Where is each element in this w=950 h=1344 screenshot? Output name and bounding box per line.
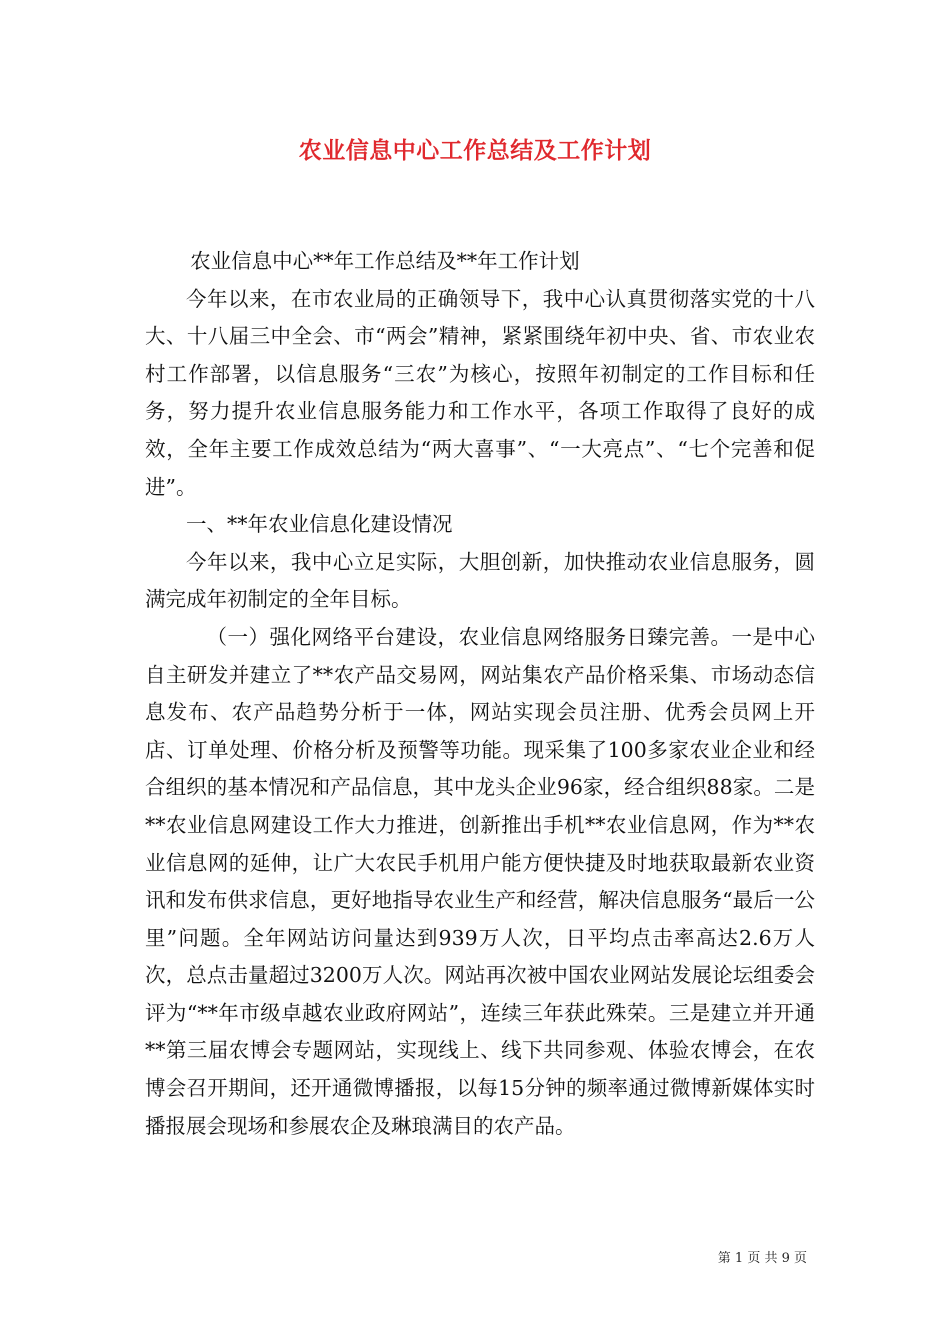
page-number: 第 1 页 共 9 页 — [717, 1251, 807, 1266]
subsection-paragraph: （一）强化网络平台建设，农业信息网络服务日臻完善。一是中心自主研发并建立了**农产品交易网，网站集农产品价格采集、市场动态信息发布、农产品趋势分析于一体，网站实现会员注册、优秀会员网上开店、订单处理、价格分析及预警等功能。现采集了100多家农业企业和经合组织的基本情况和产品信息，其中龙头企业96家，经合组织88家。二是**农业信息网建设工作大力推进，创新推出手机**农业信息网，作为**农业信息网的延伸，让广大农民手机用户能方便快捷及时地获取最新农业资讯和发布供求信息，更好地指导农业生产和经营，解决信息服务“最后一公里”问题。全年网站访问量达到939万人次，日平均点击率高达2.6万人次，总点击量超过3200万人次。网站再次被中国农业网站发展论坛组委会评为“**年市级卓越农业政府网站”，连续三年获此殊荣。三是建立并开通**第三届农博会专题网站，实现线上、线下共同参观、体验农博会，在农博会召开期间，还开通微博播报，以每15分钟的频率通过微博新媒体实时播报展会现场和参展农企及琳琅满目的农产品。 — [145, 624, 815, 1138]
intro-paragraph: 今年以来，在市农业局的正确领导下，我中心认真贯彻落实党的十八大、十八届三中全会、市“两会”精神，紧紧围绕年初中央、省、市农业农村工作部署，以信息服务“三农”为核心，按照年初制定的工作目标和任务，努力提升农业信息服务能力和工作水平，各项工作取得了良好的成效，全年主要工作成效总结为“两大喜事”、“一大亮点”、“七个完善和促进”。 — [145, 286, 815, 499]
document-subtitle: 农业信息中心**年工作总结及**年工作计划 — [190, 249, 580, 273]
section-heading: 一、**年农业信息化建设情况 — [186, 512, 453, 537]
document-title: 农业信息中心工作总结及工作计划 — [298, 137, 652, 164]
section-intro-paragraph: 今年以来，我中心立足实际，大胆创新，加快推动农业信息服务，圆满完成年初制定的全年目标。 — [145, 549, 815, 612]
document-body — [145, 243, 815, 1145]
